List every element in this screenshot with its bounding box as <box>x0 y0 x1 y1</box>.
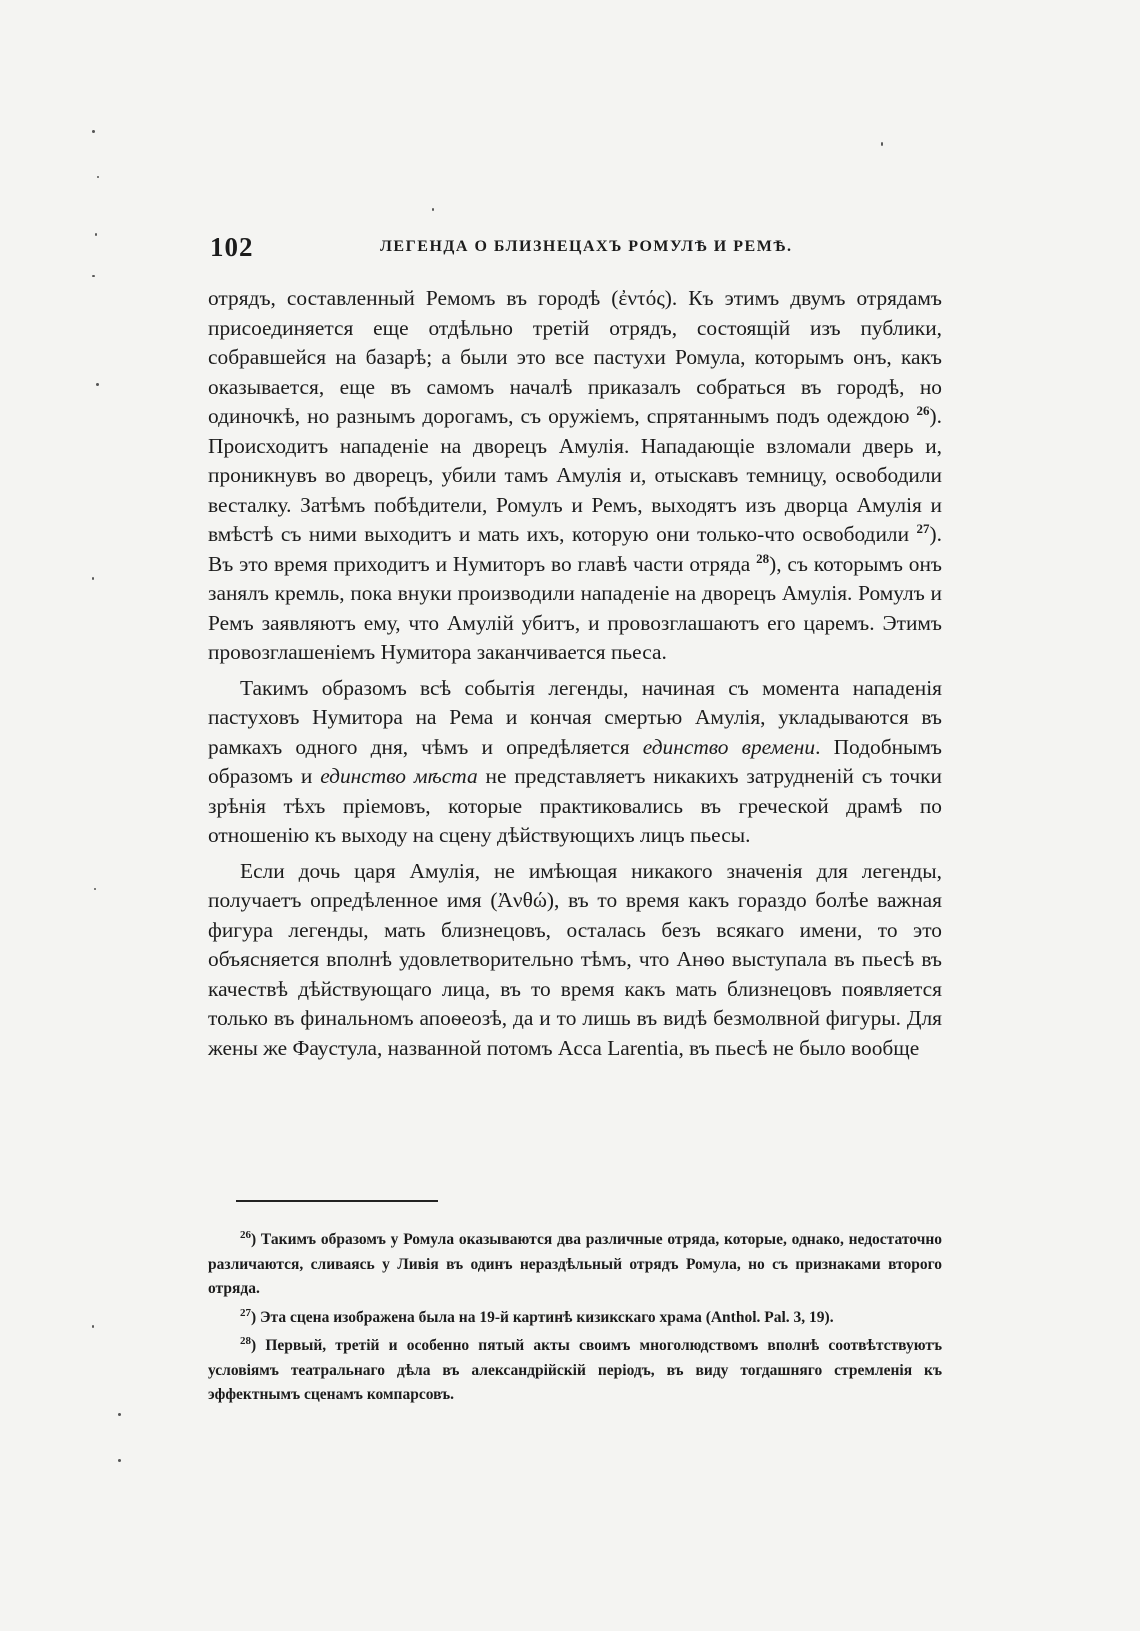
footnotes <box>208 1228 942 1412</box>
scan-speck <box>92 577 94 580</box>
footnote <box>208 1334 942 1408</box>
text-run: ). Въ это время приходитъ и Нумиторъ во главѣ части отряда <box>208 522 942 576</box>
text-run: ). Происходитъ нападеніе на дворецъ Амулія. Нападающіе взломали дверь и, проникнувъ во дворецъ, убили тамъ Амулія и, отыскавъ темницу, освободили весталку. Затѣмъ побѣдители, Ромулъ и Ремъ, выходятъ изъ дворца Амулія и вмѣстѣ съ ними выходитъ и мать ихъ, которую они только-что освободили <box>208 404 942 546</box>
running-title: ЛЕГЕНДА О БЛИЗНЕЦАХЪ РОМУЛѢ И РЕМѢ. <box>380 238 793 255</box>
emphasized-text: единство мѣста <box>320 764 478 788</box>
text-run: . Подобнымъ образомъ и <box>208 734 942 788</box>
footnote <box>208 1228 942 1302</box>
scan-speck <box>92 1325 94 1328</box>
text-run: Если дочь царя Амулія, не имѣющая никакого значенія для легенды, получаетъ опредѣленное имя (Ἀνθώ), въ то время какъ гораздо болѣе важная фигура легенды, мать близнецовъ, осталась безъ всякаго имени, то это объясняется вполнѣ удовлетворительно тѣмъ, что Анѳо выступала въ пьесѣ въ качествѣ дѣйствующаго лица, въ то время какъ мать близнецовъ появляется только въ финальномъ апоѳеозѣ, да и то лишь въ видѣ безмолвной фигуры. Для жены же Фаустула, названной потомъ Acca Larentia, въ пьесѣ не было вообще <box>208 858 942 1060</box>
main-text <box>208 284 942 1063</box>
footnote-text: ) Первый, третій и особенно пятый акты своимъ многолюдствомъ вполнѣ соотвѣтствуютъ условіямъ театральнаго дѣла въ александрійскій періодъ, въ виду тогдашняго стремленія къ эффектнымъ сценамъ компарсовъ. <box>208 1337 942 1403</box>
footnote-text: ) Эта сцена изображена была на 19-й картинѣ кизикскаго храма (Anthol. Pal. 3, 19). <box>251 1308 834 1326</box>
paragraph <box>208 284 942 668</box>
footnote-reference: 28 <box>756 550 770 566</box>
footnote-number: 28 <box>240 1334 251 1347</box>
emphasized-text: единство времени <box>642 734 816 759</box>
text-run: Такимъ образомъ всѣ событія легенды, начиная съ момента нападенія пастуховъ Нумитора на Рема и кончая смертью Амулія, укладываются въ рамкахъ одного дня, чѣмъ и опредѣляется <box>208 675 942 759</box>
paragraph <box>208 857 942 1064</box>
footnote-reference: 27 <box>916 520 930 536</box>
paragraph <box>208 674 942 851</box>
scan-speck <box>118 1459 121 1462</box>
footnote-text: ) Такимъ образомъ у Ромула оказываются два различные отряда, которые, однако, недостаточно различаются, сливаясь у Ливія въ одинъ нераздѣльный отрядъ Ромула, но съ признаками второго отряда. <box>208 1231 942 1297</box>
scan-speck <box>97 176 99 178</box>
scan-speck <box>95 233 97 236</box>
footnote-divider <box>236 1200 438 1202</box>
footnote-reference: 26 <box>916 402 930 418</box>
scan-speck <box>432 208 434 211</box>
footnote <box>208 1306 942 1331</box>
footnote-number: 26 <box>240 1228 251 1241</box>
text-run: ), съ которымъ онъ занялъ кремль, пока внуки производили нападеніе на дворецъ Амулія. Ромулъ и Ремъ заявляютъ ему, что Амулій убитъ, и провозглашаютъ его царемъ. Этимъ провозглашеніемъ Нумитора заканчивается пьеса. <box>208 551 942 664</box>
page-number: 102 <box>210 232 254 262</box>
scan-speck <box>118 1413 121 1416</box>
scan-speck <box>92 275 95 277</box>
page-header <box>210 232 940 272</box>
text-run: отрядъ, составленный Ремомъ въ городѣ (ἐντός). Къ этимъ двумъ отрядамъ присоединяется еще отдѣльно третій отрядъ, состоящій изъ публики, собравшейся на базарѣ; а были это все пастухи Ромула, которымъ онъ, какъ оказывается, еще въ самомъ началѣ приказалъ собраться въ городѣ, но одиночкѣ, но разнымъ дорогамъ, съ оружіемъ, спрятаннымъ подъ одеждою <box>208 286 942 428</box>
scan-speck <box>881 142 883 146</box>
scan-speck <box>96 383 99 386</box>
scan-speck <box>92 130 95 133</box>
footnote-number: 27 <box>240 1306 251 1319</box>
scan-speck <box>94 888 96 890</box>
text-run: не представляетъ никакихъ затрудненій съ точки зрѣнія тѣхъ пріемовъ, которые практиковались въ греческой драмѣ по отношенію къ выходу на сцену дѣйствующихъ лицъ пьесы. <box>208 764 942 847</box>
